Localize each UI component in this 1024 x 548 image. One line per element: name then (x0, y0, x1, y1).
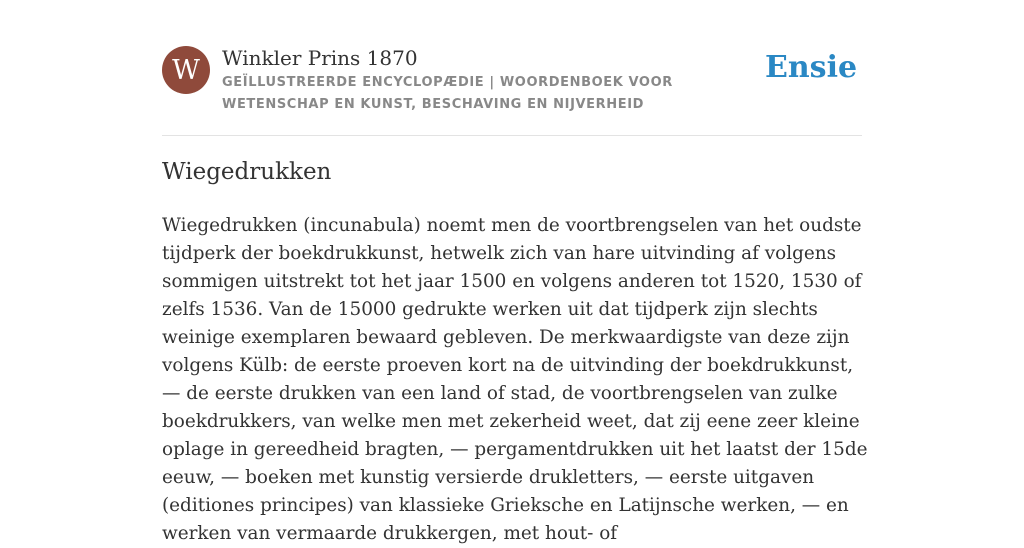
entry-title: Wiegedrukken (162, 159, 332, 185)
brand-logo[interactable]: Ensie (765, 50, 858, 85)
divider (162, 135, 862, 136)
avatar[interactable]: W (162, 46, 210, 94)
entry-body: Wiegedrukken (incunabula) noemt men de voortbrengselen van het oudste tijdperk der boekdrukkunst, hetwelk zich van hare uitvinding af volgens sommigen uitstrekt tot het jaar 1500 en volgens anderen tot 1520, 1530 of zelfs 1536. Van de 15000 gedrukte werken uit dat tijdperk zijn slechts weinige exemplaren bewaard gebleven. De merkwaardigste van deze zijn volgens Külb: de eerste proeven kort na de uitvinding der boekdrukkunst, — de eerste drukken van een land of stad, de voortbrengselen van zulke boekdrukkers, van welke men met zekerheid weet, dat zij eene zeer kleine oplage in gereedheid bragten, — pergamentdrukken uit het laatst der 15de eeuw, — boeken met kunstig versierde drukletters, — eerste uitgaven (editiones principes) van klassieke Grieksche en Latijnsche werken, — en werken van vermaarde drukkergen, met hout- of (162, 215, 868, 544)
publication-subtitle: GEÏLLUSTREERDE ENCYCLOPÆDIE | WOORDENBOEK VOOR WETENSCHAP EN KUNST, BESCHAVING EN NIJVERHEID (222, 75, 673, 112)
publication-title[interactable]: Winkler Prins 1870 (222, 46, 418, 70)
